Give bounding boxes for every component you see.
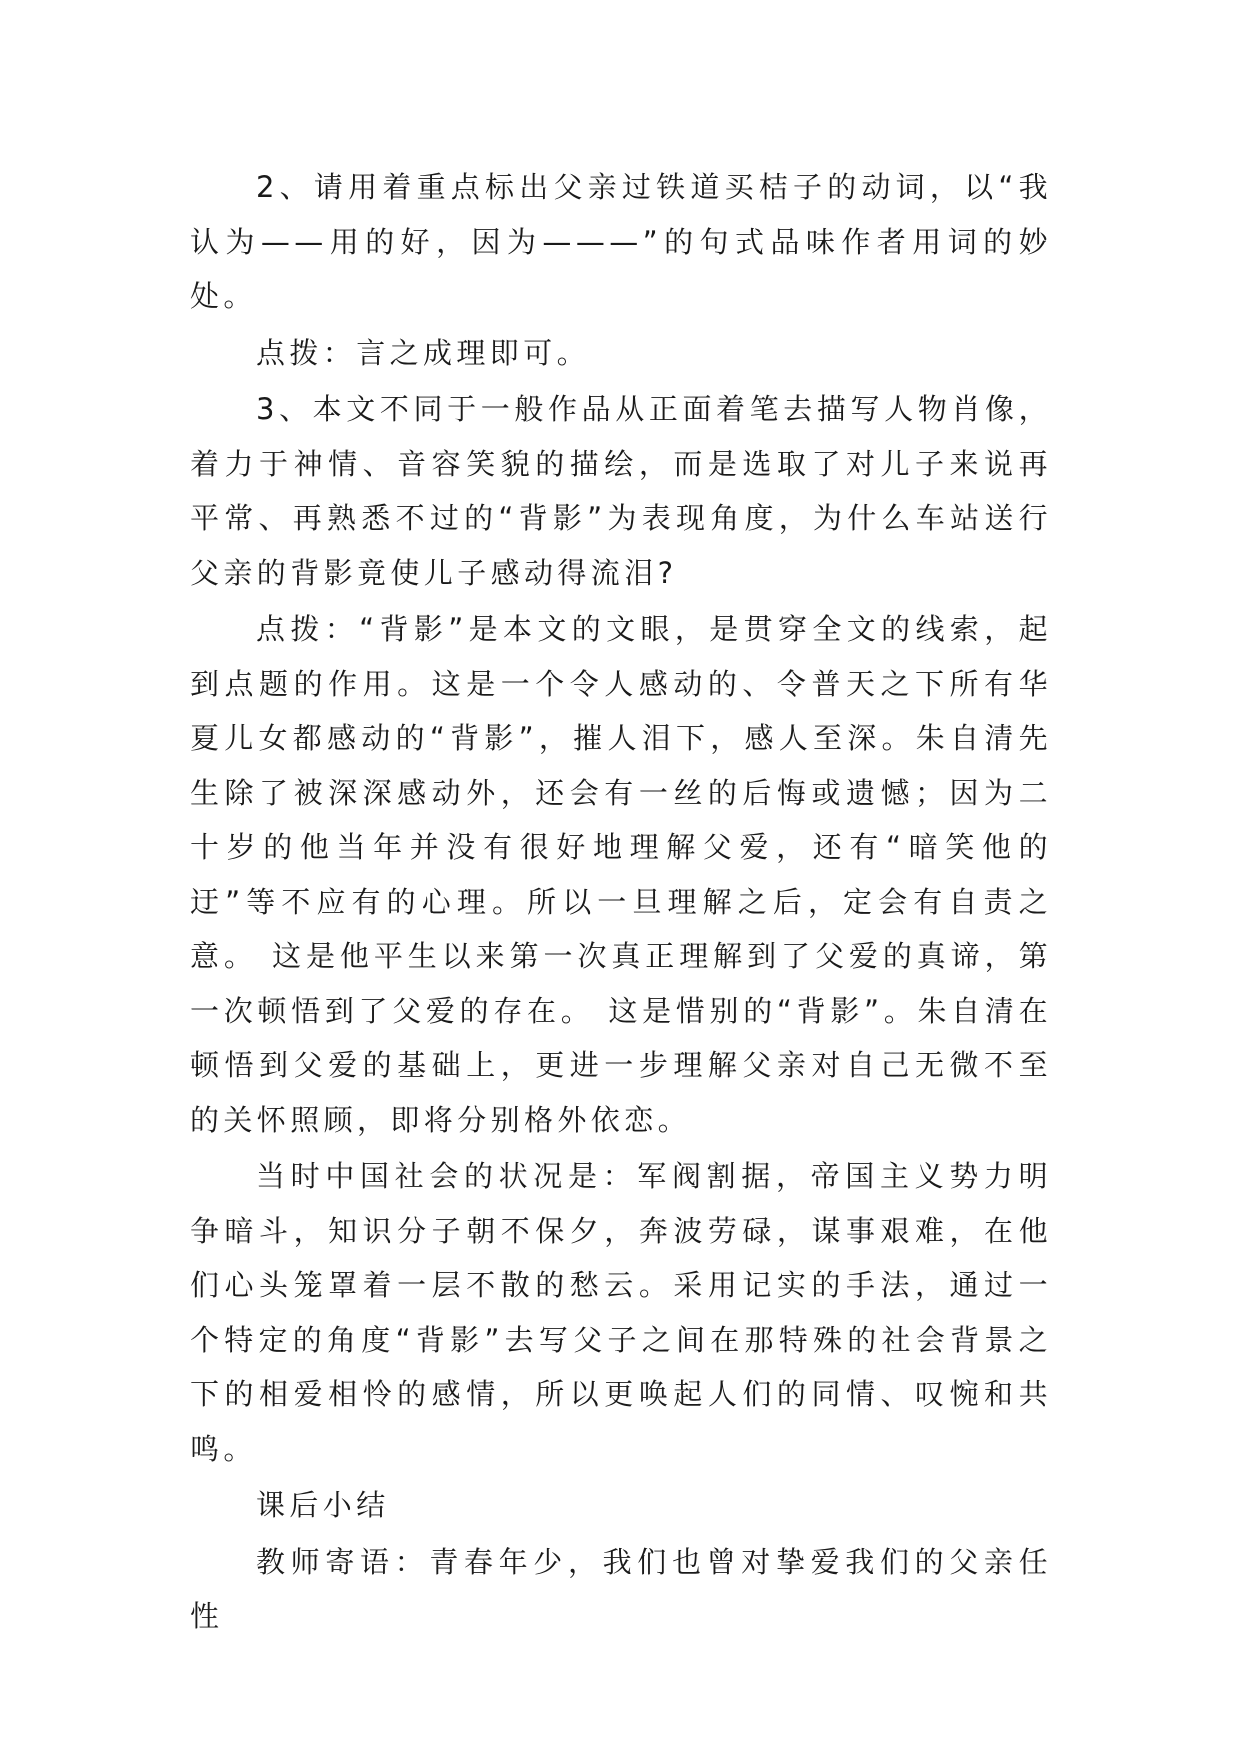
paragraph-teacher-message: 教师寄语：青春年少，我们也曾对挚爱我们的父亲任性 — [190, 1544, 1052, 1633]
paragraph-social-background: 当时中国社会的状况是：军阀割据，帝国主义势力明争暗斗，知识分子朝不保夕，奔波劳碌，谋事艰难，在他们心头笼罩着一层不散的愁云。采用记实的手法，通过一个特定的角度“背影”去写父子之间在那特殊的社会背景之下的相爱相怜的感情，所以更唤起人们的同情、叹惋和共鸣。 — [190, 1159, 1052, 1466]
paragraph-question-3: 3、本文不同于一般作品从正面着笔去描写人物肖像，着力于神情、音容笑貌的描绘，而是选取了对儿子来说再平常、再熟悉不过的“背影”为表现角度，为什么车站送行父亲的背影竟使儿子感动得流泪? — [190, 392, 1052, 590]
section-heading-summary: 课后小结 — [256, 1488, 390, 1522]
document-body — [190, 160, 1052, 1644]
paragraph-question-2: 2、请用着重点标出父亲过铁道买桔子的动词，以“我认为——用的好，因为———”的句式品味作者用词的妙处。 — [190, 170, 1052, 313]
paragraph-hint-1: 点拨：言之成理即可。 — [256, 335, 591, 370]
paragraph-hint-2: 点拨：“背影”是本文的文眼，是贯穿全文的线索，起到点题的作用。这是一个令人感动的、令普天之下所有华夏儿女都感动的“背影”，摧人泪下，感人至深。朱自清先生除了被深深感动外，还会有一丝的后悔或遗憾；因为二十岁的他当年并没有很好地理解父爱，还有“暗笑他的迂”等不应有的心理。所以一旦理解之后，定会有自责之意。 这是他平生以来第一次真正理解到了父爱的真谛，第一次顿悟到了父爱的存在。 这是惜别的“背影”。朱自清在顿悟到父爱的基础上，更进一步理解父亲对自己无微不至的关怀照顾，即将分别格外依恋。 — [190, 612, 1052, 1137]
